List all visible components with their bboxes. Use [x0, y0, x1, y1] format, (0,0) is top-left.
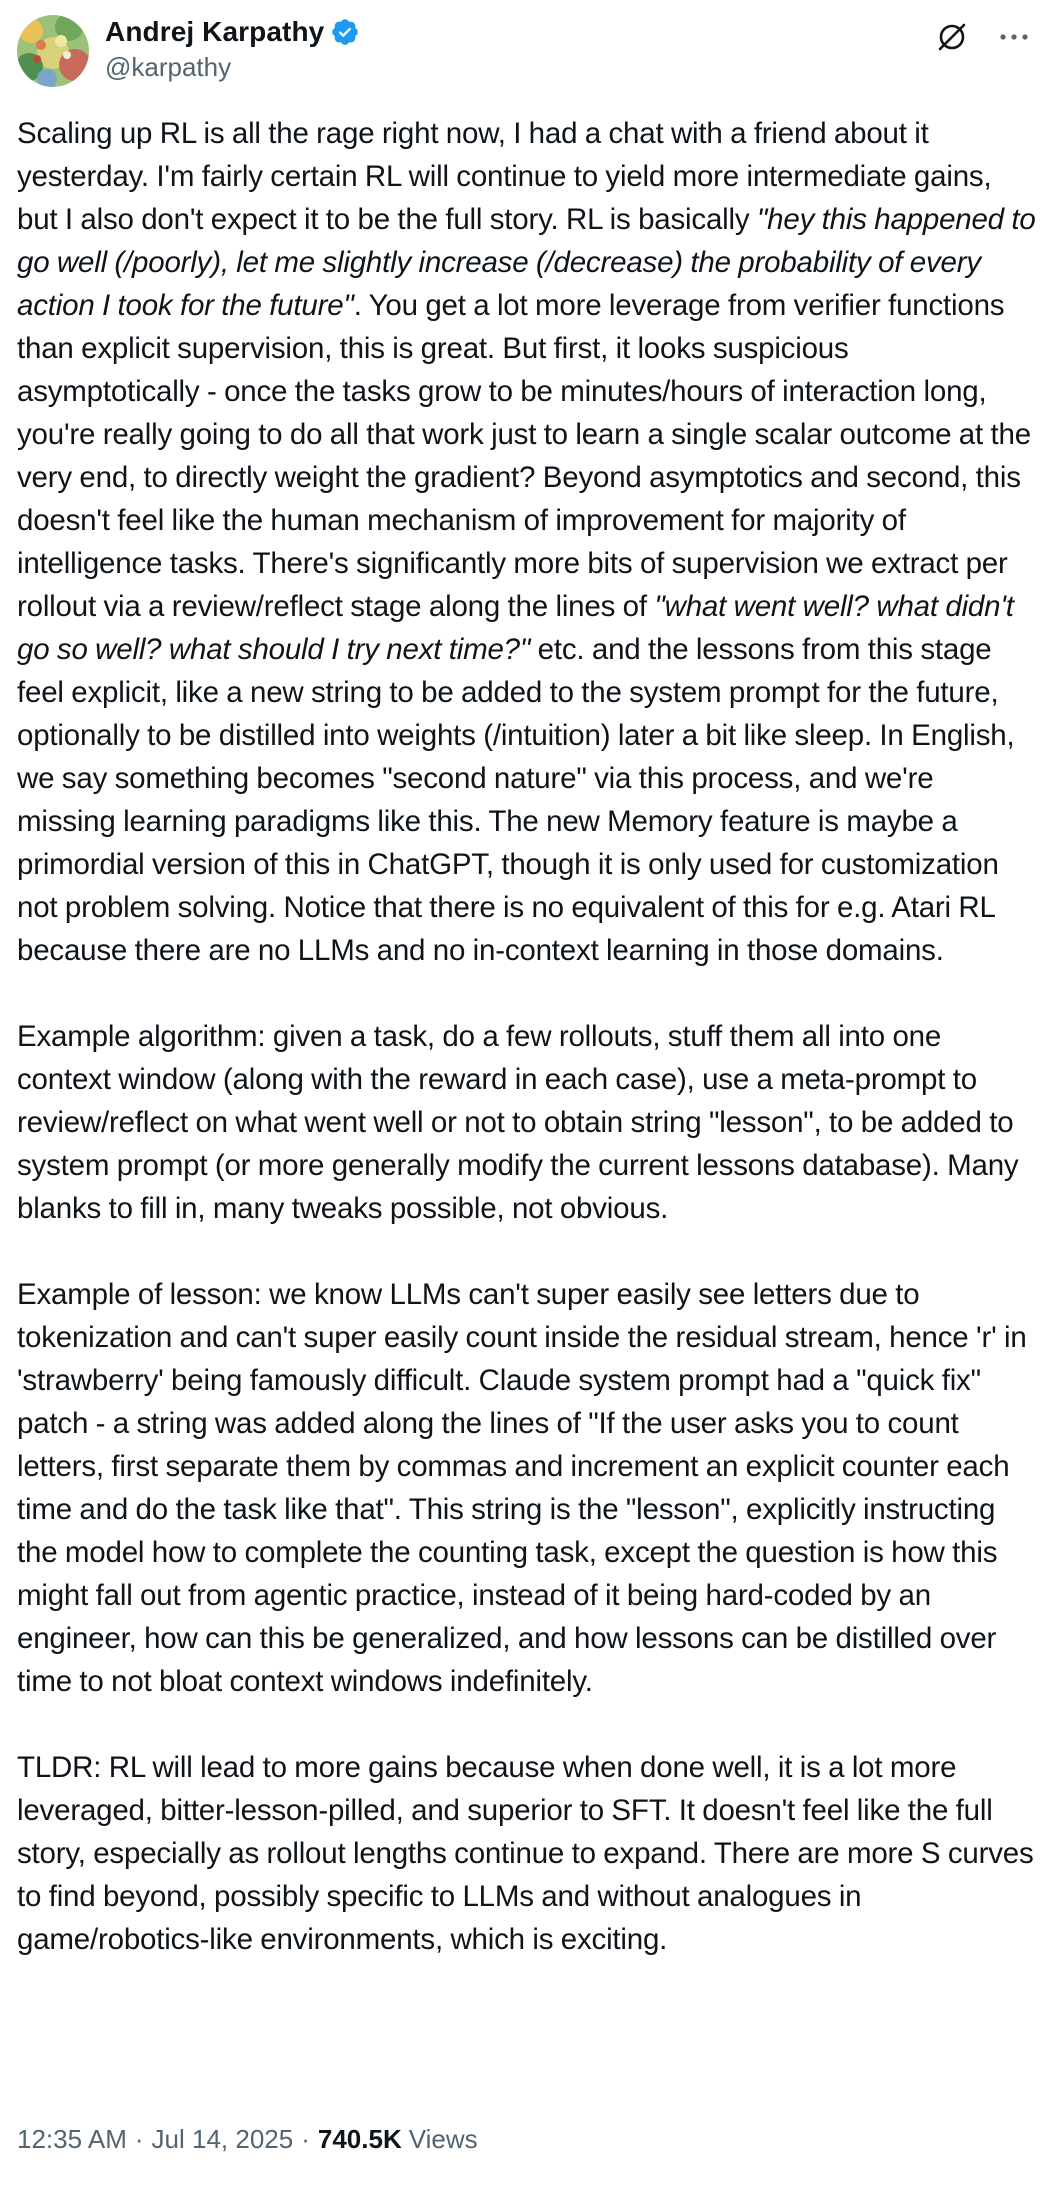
timestamp-date[interactable]: Jul 14, 2025 [151, 2124, 294, 2154]
tweet-paragraph-1 [17, 112, 1037, 972]
grok-icon[interactable] [935, 20, 969, 54]
separator: · [134, 2124, 144, 2154]
tweet-metadata [17, 2124, 478, 2155]
italic-quote: "what went well? what didn't go so well? what should I try next time?" [17, 590, 1014, 666]
avatar[interactable] [17, 15, 89, 87]
text-segment: . You get a lot more leverage from verifier functions than explicit supervision, this is great. But first, it looks suspicious asymptotically - once the tasks grow to be minutes/hours of interaction long, you're really going to do all that work just to learn a single scalar outcome at the very end, to directly weight the gradient? Beyond asymptotics and second, this doesn't feel like the human mechanism of improvement for majority of intelligence tasks. There's significantly more bits of supervision we extract per rollout via a review/reflect stage along the lines of [17, 289, 1031, 623]
handle[interactable]: @karpathy [105, 52, 232, 82]
text-segment: etc. and the lessons from this stage feel explicit, like a new string to be added to the system prompt for the future, optionally to be distilled into weights (/intuition) later a bit like sleep. In English, we say something becomes "second nature" via this process, and we're missing learning paradigms like this. The new Memory feature is maybe a primordial version of this in ChatGPT, though it is only used for customization not problem solving. Notice that there is no equivalent of this for e.g. Atari RL because there are no LLMs and no in-context learning in those domains. [17, 633, 1015, 967]
tweet-text [17, 112, 1037, 1961]
text-segment: Scaling up RL is all the rage right now, I had a chat with a friend about it yesterday. I'm fairly certain RL will continue to yield more intermediate gains, but I also don't expect it to be the full story. RL is basically [17, 117, 992, 236]
italic-quote: "hey this happened to go well (/poorly), let me slightly increase (/decrease) the probability of every action I took for the future" [17, 203, 1036, 322]
display-name[interactable]: Andrej Karpathy [105, 16, 325, 47]
separator: · [301, 2124, 310, 2154]
more-options-icon[interactable] [997, 22, 1031, 52]
display-name-row [105, 14, 360, 50]
verified-badge-icon[interactable] [330, 17, 360, 47]
timestamp-time[interactable]: 12:35 AM [17, 2124, 127, 2154]
tweet-header [17, 12, 1031, 88]
views-label: Views [408, 2124, 478, 2154]
author-names [105, 12, 360, 88]
tweet-paragraph-4: TLDR: RL will lead to more gains because when done well, it is a lot more leveraged, bitter-lesson-pilled, and superior to SFT. It doesn't feel like the full story, especially as rollout lengths continue to expand. There are more S curves to find beyond, possibly specific to LLMs and without analogues in game/robotics-like environments, which is exciting. [17, 1751, 1034, 1956]
tweet-paragraph-3: Example of lesson: we know LLMs can't super easily see letters due to tokenization and can't super easily count inside the residual stream, hence 'r' in 'strawberry' being famously difficult. Claude system prompt had a "quick fix" patch - a string was added along the lines of "If the user asks you to count letters, first separate them by commas and increment an explicit counter each time and do the task like that". This string is the "lesson", explicitly instructing the model how to complete the counting task, except the question is how this might fall out from agentic practice, instead of it being hard-coded by an engineer, how can this be generalized, and how lessons can be distilled over time to not bloat context windows indefinitely. [17, 1278, 1027, 1698]
tweet-paragraph-2: Example algorithm: given a task, do a few rollouts, stuff them all into one context window (along with the reward in each case), use a meta-prompt to review/reflect on what went well or not to obtain string "lesson", to be added to system prompt (or more generally modify the current lessons database). Many blanks to fill in, many tweaks possible, not obvious. [17, 1020, 1019, 1225]
avatar-image [17, 15, 89, 87]
views-count: 740.5K [317, 2124, 402, 2154]
